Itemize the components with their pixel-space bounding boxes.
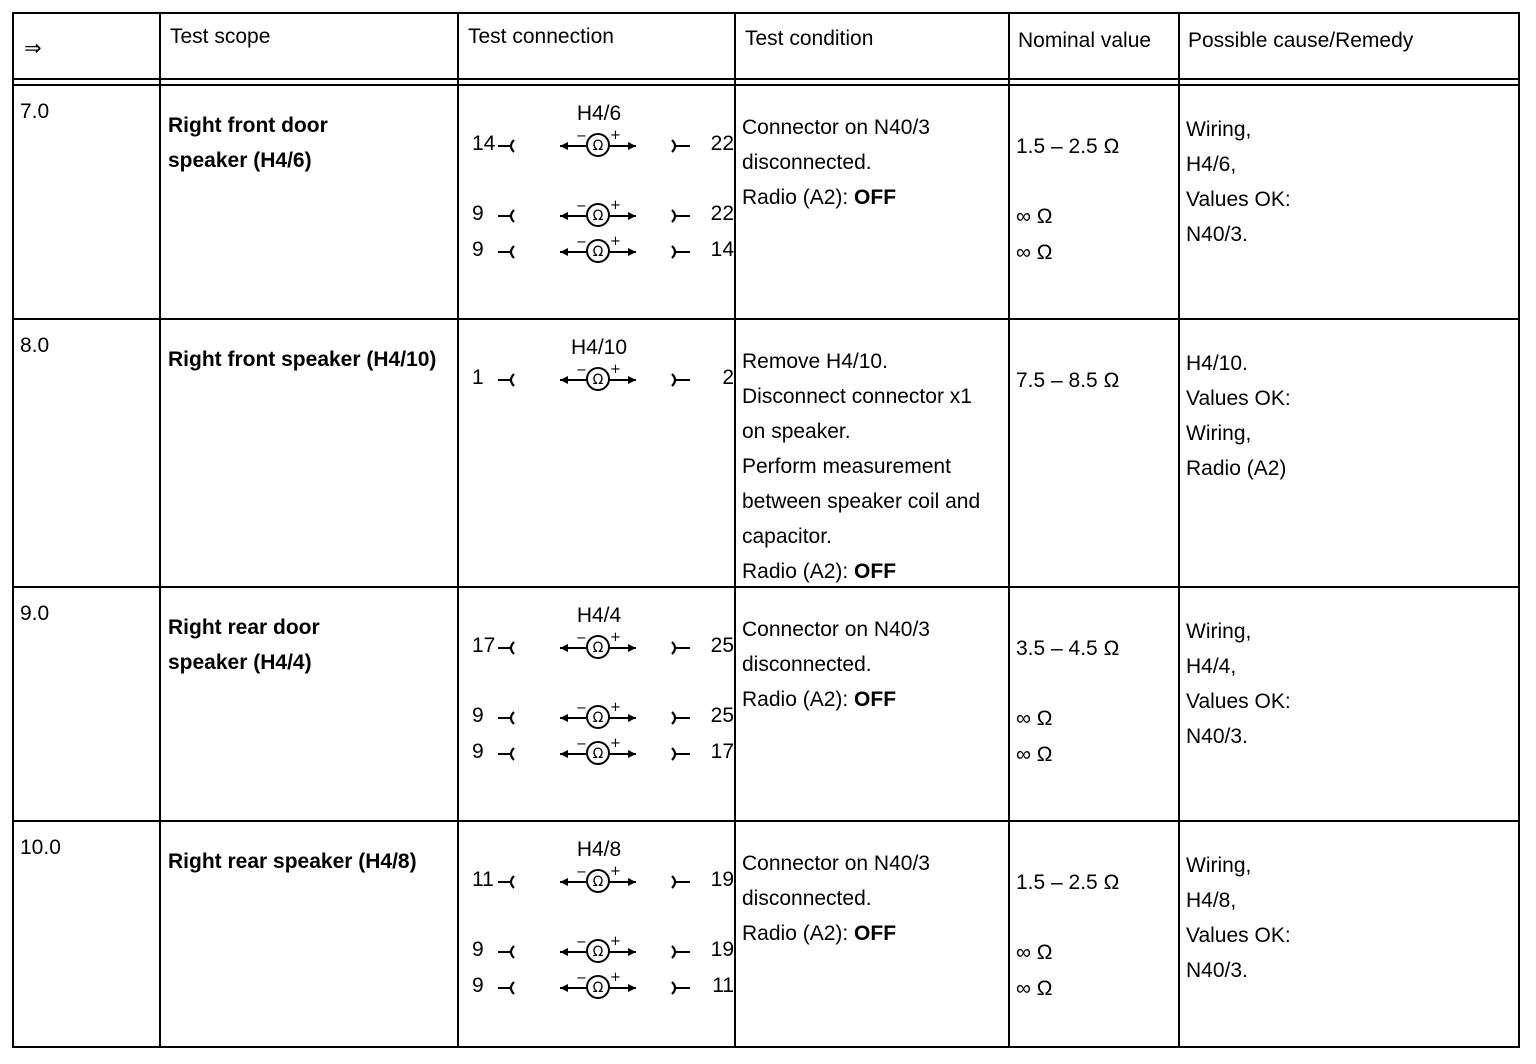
cause-remedy-line: Values OK: bbox=[1186, 924, 1291, 947]
plus-icon: + bbox=[610, 972, 621, 985]
probe-socket-right bbox=[672, 246, 675, 258]
plus-icon: + bbox=[610, 364, 621, 377]
test-scope bbox=[168, 108, 328, 178]
test-condition bbox=[742, 110, 930, 215]
test-table bbox=[12, 12, 1520, 1048]
measurement-row bbox=[464, 936, 734, 966]
pin-from: 9 bbox=[472, 202, 484, 225]
ohmmeter-symbol bbox=[464, 236, 734, 266]
ohmmeter-symbol bbox=[464, 972, 734, 1002]
cause-remedy-line: Values OK: bbox=[1186, 690, 1291, 713]
component-label: H4/10 bbox=[570, 336, 628, 359]
ohm-icon: Ω bbox=[592, 980, 604, 996]
test-condition-line: Connector on N40/3 bbox=[742, 116, 930, 139]
arrow-right bbox=[628, 142, 636, 150]
cause-remedy-line: N40/3. bbox=[1186, 223, 1248, 246]
ohm-icon: Ω bbox=[592, 640, 604, 656]
header-test-condition: Test condition bbox=[745, 27, 874, 50]
pin-from: 17 bbox=[472, 634, 496, 657]
step-number: 8.0 bbox=[20, 334, 50, 357]
arrow-right bbox=[628, 644, 636, 652]
minus-icon: − bbox=[576, 936, 587, 950]
minus-icon: − bbox=[576, 866, 587, 880]
test-scope bbox=[168, 610, 320, 680]
cause-remedy-line: Values OK: bbox=[1186, 387, 1291, 410]
pin-from: 9 bbox=[472, 938, 484, 961]
nominal-value: 1.5 – 2.5 Ω bbox=[1016, 871, 1120, 894]
arrow-left bbox=[560, 248, 568, 256]
pin-to: 19 bbox=[710, 938, 734, 961]
radio-label: Radio (A2): bbox=[742, 560, 855, 583]
probe-socket-right bbox=[672, 140, 675, 152]
radio-condition bbox=[742, 916, 930, 951]
ohm-icon: Ω bbox=[592, 874, 604, 890]
cause-remedy-line: Radio (A2) bbox=[1186, 457, 1287, 480]
ohm-icon: Ω bbox=[592, 372, 604, 388]
pin-from: 11 bbox=[472, 868, 494, 891]
measurement-row bbox=[464, 738, 734, 768]
radio-condition bbox=[742, 554, 980, 589]
probe-socket-right bbox=[672, 712, 675, 724]
header-test-connection: Test connection bbox=[468, 25, 614, 48]
probe-socket-left bbox=[511, 642, 514, 654]
test-scope-line: Right front speaker (H4/10) bbox=[168, 348, 437, 371]
header-test-scope: Test scope bbox=[170, 25, 271, 48]
cause-remedy-line: Values OK: bbox=[1186, 188, 1291, 211]
radio-state: OFF bbox=[854, 560, 897, 583]
plus-icon: + bbox=[610, 236, 621, 249]
pin-to: 2 bbox=[722, 366, 734, 389]
probe-socket-left bbox=[511, 748, 514, 760]
test-condition bbox=[742, 846, 930, 951]
plus-icon: + bbox=[610, 936, 621, 949]
ohmmeter-symbol bbox=[464, 364, 734, 394]
pin-to: 22 bbox=[710, 202, 734, 225]
ohm-icon: Ω bbox=[592, 746, 604, 762]
nominal-value: ∞ Ω bbox=[1016, 743, 1053, 766]
measurement-row bbox=[464, 130, 734, 160]
cause-remedy-line: Wiring, bbox=[1186, 422, 1252, 445]
pin-from: 9 bbox=[472, 704, 484, 727]
minus-icon: − bbox=[576, 702, 587, 716]
test-condition-line: between speaker coil and bbox=[742, 490, 981, 513]
ohm-icon: Ω bbox=[592, 944, 604, 960]
test-condition-line: Connector on N40/3 bbox=[742, 618, 930, 641]
ohmmeter-symbol bbox=[464, 936, 734, 966]
arrow-left bbox=[560, 984, 568, 992]
probe-socket-right bbox=[672, 642, 675, 654]
probe-socket-left bbox=[511, 246, 514, 258]
nominal-value: ∞ Ω bbox=[1016, 205, 1053, 228]
ohm-icon: Ω bbox=[592, 244, 604, 260]
probe-socket-left bbox=[511, 374, 514, 386]
ohmmeter-symbol bbox=[464, 632, 734, 662]
probe-socket-left bbox=[511, 140, 514, 152]
ohmmeter-symbol bbox=[464, 130, 734, 160]
nominal-value: ∞ Ω bbox=[1016, 707, 1053, 730]
measurement-row bbox=[464, 866, 734, 896]
radio-state: OFF bbox=[854, 186, 897, 209]
test-condition-line: Disconnect connector x1 bbox=[742, 385, 972, 408]
probe-socket-left bbox=[511, 210, 514, 222]
pin-to: 17 bbox=[710, 740, 734, 763]
radio-state: OFF bbox=[854, 922, 897, 945]
component-label: H4/4 bbox=[576, 604, 622, 627]
arrow-left bbox=[560, 948, 568, 956]
probe-socket-left bbox=[511, 876, 514, 888]
minus-icon: − bbox=[576, 738, 587, 752]
cause-remedy-line: Wiring, bbox=[1186, 620, 1252, 643]
plus-icon: + bbox=[610, 702, 621, 715]
arrow-left bbox=[560, 750, 568, 758]
arrow-right bbox=[628, 248, 636, 256]
test-connection bbox=[464, 838, 734, 1038]
test-condition-line: disconnected. bbox=[742, 887, 872, 910]
radio-label: Radio (A2): bbox=[742, 922, 855, 945]
probe-socket-right bbox=[672, 876, 675, 888]
measurement-row bbox=[464, 364, 734, 394]
ohm-icon: Ω bbox=[592, 208, 604, 224]
probe-socket-left bbox=[511, 982, 514, 994]
cause-remedy bbox=[1186, 112, 1291, 252]
component-label: H4/6 bbox=[576, 102, 622, 125]
cause-remedy-line: H4/6, bbox=[1186, 153, 1237, 176]
ohmmeter-symbol bbox=[464, 866, 734, 896]
plus-icon: + bbox=[610, 130, 621, 143]
plus-icon: + bbox=[610, 632, 621, 645]
ohm-icon: Ω bbox=[592, 138, 604, 154]
minus-icon: − bbox=[576, 200, 587, 214]
arrow-left bbox=[560, 878, 568, 886]
nominal-value: 7.5 – 8.5 Ω bbox=[1016, 369, 1120, 392]
row-divider bbox=[14, 820, 1518, 822]
test-condition-line: Connector on N40/3 bbox=[742, 852, 930, 875]
pin-from: 9 bbox=[472, 740, 484, 763]
minus-icon: − bbox=[576, 236, 587, 250]
ohm-icon: Ω bbox=[592, 710, 604, 726]
test-connection bbox=[464, 604, 734, 804]
arrow-left bbox=[560, 714, 568, 722]
test-condition-line: on speaker. bbox=[742, 420, 851, 443]
step-number: 10.0 bbox=[20, 836, 61, 859]
minus-icon: − bbox=[576, 632, 587, 646]
header-arrow: ⇒ bbox=[24, 37, 42, 60]
ohmmeter-symbol bbox=[464, 200, 734, 230]
cause-remedy bbox=[1186, 614, 1291, 754]
arrow-right bbox=[628, 376, 636, 384]
cause-remedy-line: Wiring, bbox=[1186, 854, 1252, 877]
header-cause-remedy: Possible cause/Remedy bbox=[1188, 29, 1414, 52]
radio-condition bbox=[742, 180, 930, 215]
pin-to: 22 bbox=[710, 132, 734, 155]
test-scope-line: Right rear speaker (H4/8) bbox=[168, 850, 417, 873]
minus-icon: − bbox=[576, 364, 587, 378]
pin-to: 19 bbox=[710, 868, 734, 891]
nominal-value: ∞ Ω bbox=[1016, 241, 1053, 264]
header-divider bbox=[14, 84, 1518, 86]
arrow-left bbox=[560, 376, 568, 384]
arrow-right bbox=[628, 212, 636, 220]
row-divider bbox=[14, 318, 1518, 320]
cause-remedy bbox=[1186, 346, 1291, 486]
test-connection bbox=[464, 336, 734, 536]
cause-remedy bbox=[1186, 848, 1291, 988]
step-number: 7.0 bbox=[20, 100, 50, 123]
test-scope-line: speaker (H4/4) bbox=[168, 651, 312, 674]
measurement-row bbox=[464, 200, 734, 230]
nominal-value: 3.5 – 4.5 Ω bbox=[1016, 637, 1120, 660]
nominal-value: 1.5 – 2.5 Ω bbox=[1016, 135, 1120, 158]
measurement-row bbox=[464, 236, 734, 266]
minus-icon: − bbox=[576, 972, 587, 986]
measurement-row bbox=[464, 702, 734, 732]
header-nominal-value: Nominal value bbox=[1018, 29, 1152, 52]
test-condition bbox=[742, 612, 930, 717]
test-condition bbox=[742, 344, 980, 589]
cause-remedy-line: H4/8, bbox=[1186, 889, 1237, 912]
column-divider bbox=[1178, 14, 1180, 1048]
radio-label: Radio (A2): bbox=[742, 688, 855, 711]
plus-icon: + bbox=[610, 866, 621, 879]
cause-remedy-line: N40/3. bbox=[1186, 725, 1248, 748]
nominal-value: ∞ Ω bbox=[1016, 977, 1053, 1000]
measurement-row bbox=[464, 972, 734, 1002]
probe-socket-right bbox=[672, 748, 675, 760]
test-condition-line: Remove H4/10. bbox=[742, 350, 888, 373]
arrow-right bbox=[628, 878, 636, 886]
pin-to: 14 bbox=[710, 238, 734, 261]
minus-icon: − bbox=[576, 130, 587, 144]
ohmmeter-symbol bbox=[464, 738, 734, 768]
test-scope-line: Right front door bbox=[168, 114, 328, 137]
probe-socket-left bbox=[511, 946, 514, 958]
probe-socket-right bbox=[672, 210, 675, 222]
test-scope bbox=[168, 844, 417, 879]
pin-to: 25 bbox=[710, 704, 734, 727]
pin-from: 9 bbox=[472, 974, 484, 997]
pin-from: 1 bbox=[472, 366, 484, 389]
radio-state: OFF bbox=[854, 688, 897, 711]
step-number: 9.0 bbox=[20, 602, 50, 625]
arrow-right bbox=[628, 714, 636, 722]
test-condition-line: disconnected. bbox=[742, 151, 872, 174]
pin-from: 14 bbox=[472, 132, 496, 155]
arrow-left bbox=[560, 212, 568, 220]
probe-socket-right bbox=[672, 982, 675, 994]
test-condition-line: disconnected. bbox=[742, 653, 872, 676]
cause-remedy-line: H4/10. bbox=[1186, 352, 1248, 375]
test-condition-line: capacitor. bbox=[742, 525, 832, 548]
arrow-right bbox=[628, 750, 636, 758]
ohmmeter-symbol bbox=[464, 702, 734, 732]
column-divider bbox=[1008, 14, 1010, 1048]
arrow-right bbox=[628, 948, 636, 956]
probe-socket-right bbox=[672, 374, 675, 386]
probe-socket-right bbox=[672, 946, 675, 958]
cause-remedy-line: N40/3. bbox=[1186, 959, 1248, 982]
test-scope-line: Right rear door bbox=[168, 616, 320, 639]
column-divider bbox=[457, 14, 459, 1048]
pin-to: 11 bbox=[712, 974, 734, 997]
cause-remedy-line: Wiring, bbox=[1186, 118, 1252, 141]
component-label: H4/8 bbox=[576, 838, 622, 861]
probe-socket-left bbox=[511, 712, 514, 724]
arrow-right bbox=[628, 984, 636, 992]
pin-to: 25 bbox=[710, 634, 734, 657]
pin-from: 9 bbox=[472, 238, 484, 261]
radio-label: Radio (A2): bbox=[742, 186, 855, 209]
header-divider bbox=[14, 78, 1518, 80]
test-scope bbox=[168, 342, 436, 377]
cause-remedy-line: H4/4, bbox=[1186, 655, 1237, 678]
test-scope-line: speaker (H4/6) bbox=[168, 149, 312, 172]
radio-condition bbox=[742, 682, 930, 717]
column-divider bbox=[159, 14, 161, 1048]
test-condition-line: Perform measurement bbox=[742, 455, 951, 478]
nominal-value: ∞ Ω bbox=[1016, 941, 1053, 964]
measurement-row bbox=[464, 632, 734, 662]
plus-icon: + bbox=[610, 200, 621, 213]
plus-icon: + bbox=[610, 738, 621, 751]
column-divider bbox=[734, 14, 736, 1048]
test-connection bbox=[464, 102, 734, 302]
arrow-left bbox=[560, 644, 568, 652]
arrow-left bbox=[560, 142, 568, 150]
